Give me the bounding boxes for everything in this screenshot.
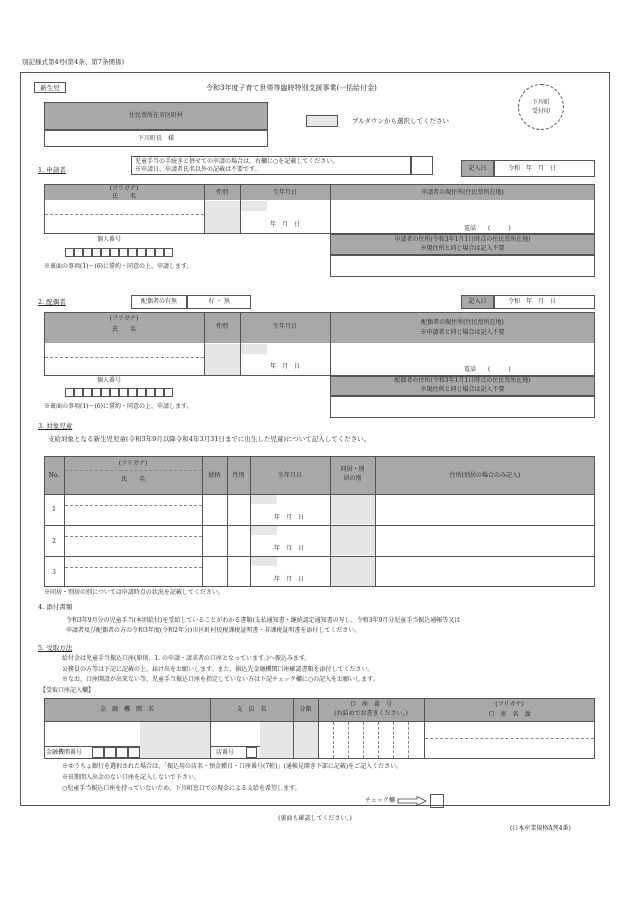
acct-div: [408, 722, 409, 758]
s3-row1-split: [65, 505, 202, 506]
s2-address-label: 配偶者の現住所(住民票所在地): [421, 319, 504, 326]
bank-name-label: 金 融 機 関 名: [99, 706, 154, 713]
s2-id-cell[interactable]: [137, 388, 146, 397]
s3-row2-era[interactable]: [251, 526, 277, 535]
s2-id-cell[interactable]: [119, 388, 128, 397]
municipality-label: 住民票所在市区町村: [128, 112, 183, 119]
branch-code-label: 店番号: [216, 749, 235, 756]
s2-id-cell[interactable]: [65, 388, 74, 397]
reception-stamp: [518, 84, 564, 130]
s2-id-cell[interactable]: [83, 388, 92, 397]
s1-phone: 電話 ( ): [464, 225, 511, 232]
s3-note: ※同居・別居の別については申請時点の状況を記載してください。: [44, 589, 224, 596]
s3-head-split: [65, 470, 202, 471]
s2-birth-label: 生年月日: [272, 323, 297, 330]
s2-sex-field[interactable]: [205, 344, 240, 375]
municipality-dropdown[interactable]: [306, 115, 338, 127]
s2-date-label: 記入日: [468, 298, 487, 305]
s3-row1-ymd: 年 月 日: [274, 514, 305, 521]
s3-row2-cohab[interactable]: [331, 526, 375, 555]
holder-split: [425, 738, 594, 739]
dropdown-note: プルダウンから選択してください: [352, 117, 449, 125]
s1-id-cell[interactable]: [65, 248, 74, 257]
bank-code-cell[interactable]: [104, 747, 116, 758]
s5-note2: ※長期間入出金のない口座を記入しないで下さい。: [62, 774, 201, 781]
s3-row3-split: [65, 567, 202, 568]
section4-heading: 4. 添付書類: [38, 603, 73, 611]
bank-code-cell[interactable]: [128, 747, 140, 758]
bank-section-title: 【受取口座記入欄】: [40, 687, 95, 694]
s2-id-cell[interactable]: [164, 388, 173, 397]
s3-cohab-label1: 同居・別: [340, 466, 365, 473]
s1-note2: ※申請日、申請者氏名以外の記載は不要です。: [135, 166, 261, 173]
branch-label: 支 店 名: [236, 706, 267, 713]
branch-code-cell[interactable]: [246, 747, 257, 758]
holder-label: 口 座 名 義: [488, 711, 531, 718]
s3-row-number: 1: [52, 506, 56, 513]
s1-id-cell[interactable]: [164, 248, 173, 257]
s1-date-label: 記入日: [468, 165, 487, 172]
s3-intro: 支給対象となる新生児児童(令和3年9月以降令和4年3月31日までに出生した児童)について記入してください。: [48, 435, 371, 443]
s1-id-cell[interactable]: [101, 248, 110, 257]
s2-jan-address-field[interactable]: [330, 396, 595, 418]
s3-row3-era[interactable]: [251, 557, 277, 566]
s5-note3: ○児童手当振込口座を持っていないため、下川町窓口での現金による支給を希望します。: [62, 785, 301, 792]
s1-check-circle[interactable]: [411, 156, 433, 175]
s1-id-cell[interactable]: [110, 248, 119, 257]
s4-line2: 申請者及び配偶者の方の令和3年度(令和2年分)市区町村民税課税証明書・非課税証明書を添付してください。: [66, 627, 361, 634]
bank-type-field[interactable]: [140, 722, 210, 758]
s2-jan-note: ※現住所と同じ場合は記入不要: [420, 386, 505, 393]
acct-div: [363, 722, 364, 758]
s2-yes-no-label: 有 ・ 無: [208, 298, 230, 305]
s1-id-cell[interactable]: [74, 248, 83, 257]
s2-has-spouse-label: 配偶者の有無: [140, 298, 177, 305]
footer-back-note: (裏面も確認してください。): [278, 815, 352, 822]
s2-ymd: 年 月 日: [270, 363, 301, 370]
s1-id-cell[interactable]: [146, 248, 155, 257]
s5-line3: ※なお、口座開設が出来ない等、児童手当振込口座を指定していない方は下記チェック欄に○の記入をお願いします。: [62, 676, 379, 683]
category-label: 分類: [299, 706, 312, 713]
branch-type-field[interactable]: [260, 722, 293, 758]
s1-era-field[interactable]: [241, 201, 267, 211]
s2-sex-label: 性別: [215, 323, 228, 330]
s1-sex-field[interactable]: [205, 201, 240, 233]
s3-name-label: 氏 名: [120, 476, 145, 483]
s2-id-label: 個人番号: [96, 377, 121, 384]
acct-div: [378, 722, 379, 758]
s2-id-cell[interactable]: [101, 388, 110, 397]
s3-row3-cohab[interactable]: [331, 557, 375, 586]
s1-name-split: [45, 214, 204, 215]
s3-row-number: 2: [52, 538, 56, 545]
account-number-sub: (右詰めでお書きください。): [334, 710, 408, 717]
form-id: 別記様式第4号(第4条、第7条関係): [22, 58, 124, 66]
footer-standard: (日本産業規格A列4番): [510, 825, 571, 832]
s1-birth-label: 生年月日: [272, 189, 297, 196]
section3-heading: 3. 対象児童: [38, 422, 73, 430]
s1-id-cell[interactable]: [128, 248, 137, 257]
check-label: チェック欄: [365, 797, 395, 804]
s3-row2-ymd: 年 月 日: [274, 545, 305, 552]
acct-div: [348, 722, 349, 758]
s2-id-cell[interactable]: [74, 388, 83, 397]
newborn-badge: 新生児: [34, 82, 66, 93]
section1-heading: 1. 申請者: [38, 166, 66, 174]
s1-ymd: 年 月 日: [270, 221, 301, 228]
s1-id-label: 個人番号: [96, 236, 121, 243]
s1-id-cell[interactable]: [155, 248, 164, 257]
s2-id-cell[interactable]: [155, 388, 164, 397]
category-field[interactable]: [294, 722, 318, 758]
s3-relation-label: 続柄: [208, 472, 221, 479]
s3-cohab-label2: 居の別: [343, 475, 362, 482]
s2-id-cell[interactable]: [146, 388, 155, 397]
s2-id-cell[interactable]: [128, 388, 137, 397]
s5-line1: 給付金は児童手当振込口座(原則、1. の申請・請求者の口座となっています。)へ振込みます。: [62, 655, 311, 662]
s3-row1-top: [44, 494, 595, 495]
s3-birth-label: 生年月日: [277, 472, 302, 479]
s3-row-number: 3: [52, 569, 56, 576]
s3-row1-era[interactable]: [251, 495, 277, 504]
stamp-line2: 受付印: [531, 108, 550, 115]
s2-id-cell[interactable]: [92, 388, 101, 397]
s1-id-cell[interactable]: [92, 248, 101, 257]
s5-note1: ※ゆうちょ銀行を選択された場合は、「振込用の店名・預金種目・口座番号(7桁)」(通帳見開き下部に記載)をご記入ください。: [62, 763, 403, 770]
s2-id-cell[interactable]: [110, 388, 119, 397]
s1-id-cell[interactable]: [137, 248, 146, 257]
s5-line2: 公務員の方等は下記に記載の上、届け出をお願いします。また、振込先金融機関口座確認書類を添付してください。: [62, 666, 374, 673]
mayor-label: 下川町長 様: [137, 135, 174, 142]
s1-jan-label: 申請者の住所(令和3年1月1日時点の住民票所在地): [394, 236, 531, 243]
s1-jan-address-field[interactable]: [330, 255, 595, 277]
s3-row3-top: [44, 556, 595, 557]
s1-date-value: 令和 年 月 日: [508, 165, 557, 172]
s3-row3-ymd: 年 月 日: [274, 576, 305, 583]
s1-pledge: ※裏面の事項(1)～(6)に誓約・同意の上、申請します。: [44, 263, 193, 270]
s2-jan-label: 配偶者の住所(令和3年1月1日時点の住民票所在地): [394, 377, 531, 384]
account-number-label: 口 座 番 号: [349, 701, 392, 708]
s2-date-value: 令和 年 月 日: [508, 298, 557, 305]
s1-name-label: 氏 名: [111, 193, 136, 200]
s3-address-label: 住所(別居の場合のみ記入): [449, 472, 521, 479]
bank-head-bottom: [44, 721, 595, 722]
form-title: 令和3年度子育て世帯等臨時特別支援事業(一括給付金): [206, 84, 377, 92]
s1-jan-note: ※現住所と同じ場合は記入不要: [420, 245, 505, 252]
bank-code-cell[interactable]: [116, 747, 128, 758]
s1-id-cell[interactable]: [119, 248, 128, 257]
s2-same-note: ※申請者と同じ場合は記入不要: [420, 329, 505, 336]
s1-note1: 児童手当の手続きと併せての申請の場合は、右欄に○を記載してください。: [135, 158, 339, 165]
s3-row1-cohab[interactable]: [331, 495, 375, 524]
section5-heading: 5. 受取方法: [38, 644, 73, 652]
s1-furigana: (フリガナ): [109, 185, 139, 192]
section2-heading: 2. 配偶者: [38, 298, 66, 306]
s2-phone: 電話 ( ): [464, 366, 511, 373]
s2-era-field[interactable]: [241, 344, 267, 354]
bank-code-cell[interactable]: [92, 747, 104, 758]
acct-div: [333, 722, 334, 758]
s3-row2-top: [44, 525, 595, 526]
arrow-right-icon: [397, 796, 427, 806]
s1-sex-label: 性別: [215, 189, 228, 196]
s3-furigana: (フリガナ): [118, 460, 148, 467]
s3-row2-split: [65, 536, 202, 537]
s3-sex-label: 性別: [232, 472, 245, 479]
s4-line1: 令和3年9月分の児童手当(本則給付)を受給していることがわかる書類(支払通知書・継続認定通知書の写し、令和3年9月分児童手当振込通帳等又は: [66, 617, 461, 624]
s2-furigana: (フリガナ): [109, 315, 139, 322]
s1-id-cell[interactable]: [83, 248, 92, 257]
cash-check-box[interactable]: [430, 794, 444, 808]
acct-div: [393, 722, 394, 758]
s2-name-label: 氏 名: [111, 326, 136, 333]
stamp-line1: 下川町: [531, 99, 550, 106]
holder-furigana: (フリガナ): [495, 701, 524, 708]
s1-address-label: 申請者の現住所(住民票所在地): [421, 189, 504, 196]
bank-code-label: 金融機関番号: [46, 749, 83, 756]
s3-no-label: No.: [48, 472, 60, 479]
s2-name-split: [45, 357, 204, 358]
s2-pledge: ※裏面の事項(1)～(6)に誓約・同意の上、申請します。: [44, 403, 193, 410]
